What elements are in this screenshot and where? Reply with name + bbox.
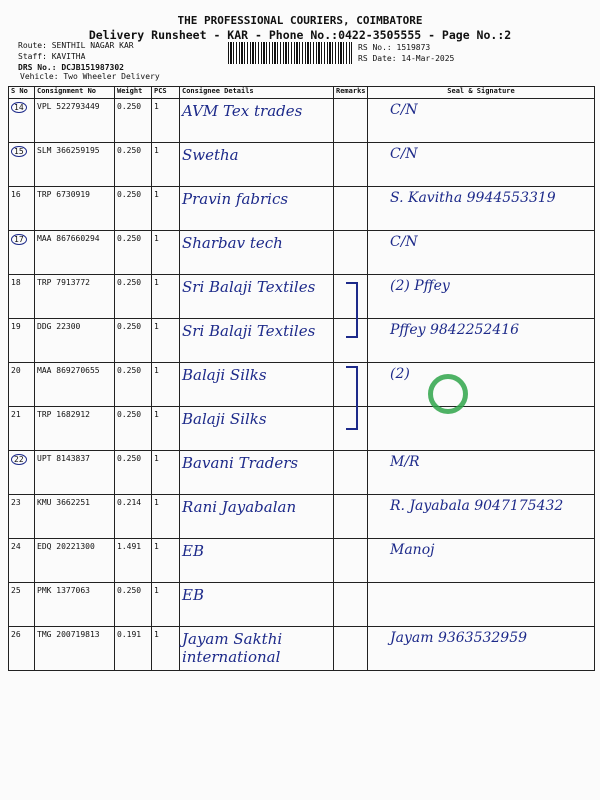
table-row <box>9 495 595 539</box>
sno-text: 24 <box>11 542 21 551</box>
consignee-text: Sri Balaji Textiles <box>182 278 316 296</box>
signature-cell <box>368 275 595 319</box>
signature-text: M/R <box>390 454 420 470</box>
signature-cell <box>368 583 595 627</box>
table-row <box>9 319 595 363</box>
pcs-text: 1 <box>154 322 159 331</box>
weight-text: 0.250 <box>117 366 142 375</box>
sno-text: 17 <box>11 234 27 245</box>
sno-cell <box>9 495 35 539</box>
remarks-cell <box>334 143 368 187</box>
consignee-cell <box>180 187 334 231</box>
consignee-text: Jayam Sakthi international <box>182 630 283 666</box>
pcs-cell <box>152 143 180 187</box>
consignee-cell <box>180 99 334 143</box>
signature-cell <box>368 319 595 363</box>
pcs-cell <box>152 495 180 539</box>
weight-cell <box>115 319 152 363</box>
consignment-text: UPT 8143837 <box>37 454 90 463</box>
sno-cell <box>9 583 35 627</box>
consignment-cell <box>35 319 115 363</box>
consignment-text: KMU 3662251 <box>37 498 90 507</box>
pcs-text: 1 <box>154 234 159 243</box>
consignee-cell <box>180 539 334 583</box>
sno-text: 21 <box>11 410 21 419</box>
pcs-text: 1 <box>154 146 159 155</box>
consignment-text: TRP 1682912 <box>37 410 90 419</box>
table-row <box>9 539 595 583</box>
pcs-cell <box>152 407 180 451</box>
pcs-text: 1 <box>154 190 159 199</box>
pcs-text: 1 <box>154 278 159 287</box>
sno-text: 25 <box>11 586 21 595</box>
consignee-text: Balaji Silks <box>182 366 267 384</box>
sno-cell <box>9 99 35 143</box>
consignee-cell <box>180 451 334 495</box>
company-stamp <box>428 374 468 414</box>
signature-cell <box>368 451 595 495</box>
table-header-row <box>9 87 595 99</box>
staff-text: Staff: KAVITHA <box>18 52 86 61</box>
weight-text: 0.250 <box>117 454 142 463</box>
table-row <box>9 231 595 275</box>
signature-text: Manoj <box>390 542 435 558</box>
consignee-text: Rani Jayabalan <box>182 498 297 516</box>
sno-text: 14 <box>11 102 27 113</box>
consignment-cell <box>35 99 115 143</box>
signature-text: Pffey 9842252416 <box>390 322 520 338</box>
bracket-mark <box>346 366 358 430</box>
weight-text: 0.250 <box>117 102 142 111</box>
consignment-text: SLM 366259195 <box>37 146 100 155</box>
weight-text: 0.214 <box>117 498 142 507</box>
signature-cell <box>368 495 595 539</box>
sno-text: 26 <box>11 630 21 639</box>
consignee-text: Bavani Traders <box>182 454 299 472</box>
consignee-text: Balaji Silks <box>182 410 267 428</box>
sno-cell <box>9 319 35 363</box>
consignee-cell <box>180 583 334 627</box>
consignee-text: Pravin fabrics <box>182 190 289 208</box>
signature-cell <box>368 231 595 275</box>
consignment-cell <box>35 407 115 451</box>
consignment-text: EDQ 20221300 <box>37 542 95 551</box>
weight-cell <box>115 495 152 539</box>
sno-cell <box>9 143 35 187</box>
weight-text: 0.250 <box>117 322 142 331</box>
consignment-cell <box>35 539 115 583</box>
remarks-cell <box>334 583 368 627</box>
weight-text: 0.250 <box>117 234 142 243</box>
sno-text: 23 <box>11 498 21 507</box>
pcs-cell <box>152 319 180 363</box>
rs-date-text: RS Date: 14-Mar-2025 <box>358 54 455 63</box>
table-row <box>9 363 595 407</box>
header-consignee: Consignee Details <box>180 87 334 99</box>
pcs-text: 1 <box>154 498 159 507</box>
consignment-text: MAA 869270655 <box>37 366 100 375</box>
signature-cell <box>368 363 595 407</box>
sno-cell <box>9 627 35 671</box>
table-row <box>9 451 595 495</box>
consignee-cell <box>180 627 334 671</box>
signature-cell <box>368 539 595 583</box>
table-row <box>9 275 595 319</box>
consignment-cell <box>35 275 115 319</box>
weight-cell <box>115 583 152 627</box>
pcs-text: 1 <box>154 366 159 375</box>
weight-text: 0.191 <box>117 630 142 639</box>
remarks-cell <box>334 99 368 143</box>
signature-text: (2) Pffey <box>390 278 450 294</box>
sno-text: 19 <box>11 322 21 331</box>
pcs-cell <box>152 627 180 671</box>
pcs-text: 1 <box>154 454 159 463</box>
consignment-cell <box>35 495 115 539</box>
consignee-text: EB <box>182 542 204 560</box>
company-title: THE PROFESSIONAL COURIERS, COIMBATORE <box>177 14 423 27</box>
runsheet-subtitle: Delivery Runsheet - KAR - Phone No.:0422-3505555 - Page No.:2 <box>88 28 512 42</box>
weight-text: 0.250 <box>117 410 142 419</box>
consignment-text: DDG 22300 <box>37 322 81 331</box>
barcode-image <box>228 42 352 64</box>
signature-cell <box>368 143 595 187</box>
weight-text: 0.250 <box>117 190 142 199</box>
meta-left <box>18 40 134 73</box>
pcs-cell <box>152 539 180 583</box>
consignee-text: Sri Balaji Textiles <box>182 322 316 340</box>
consignment-cell <box>35 451 115 495</box>
header-remarks: Remarks <box>334 87 368 99</box>
pcs-text: 1 <box>154 102 159 111</box>
consignment-cell <box>35 627 115 671</box>
signature-text: C/N <box>390 146 418 162</box>
consignment-cell <box>35 363 115 407</box>
weight-cell <box>115 627 152 671</box>
sno-text: 22 <box>11 454 27 465</box>
header-sno: S No <box>9 87 35 99</box>
sno-text: 15 <box>11 146 27 157</box>
weight-cell <box>115 363 152 407</box>
remarks-cell <box>334 451 368 495</box>
consignee-cell <box>180 143 334 187</box>
weight-text: 0.250 <box>117 146 142 155</box>
table-row <box>9 583 595 627</box>
consignee-cell <box>180 495 334 539</box>
sno-cell <box>9 231 35 275</box>
consignment-text: TRP 6730919 <box>37 190 90 199</box>
signature-cell <box>368 627 595 671</box>
consignment-text: VPL 522793449 <box>37 102 100 111</box>
weight-cell <box>115 539 152 583</box>
table-row <box>9 143 595 187</box>
consignee-text: Sharbav tech <box>182 234 283 252</box>
consignment-text: MAA 867660294 <box>37 234 100 243</box>
weight-cell <box>115 451 152 495</box>
consignee-text: Swetha <box>182 146 239 164</box>
weight-text: 0.250 <box>117 586 142 595</box>
remarks-cell <box>334 231 368 275</box>
consignment-cell <box>35 583 115 627</box>
signature-text: (2) <box>390 366 410 382</box>
signature-text: R. Jayabala 9047175432 <box>390 498 564 514</box>
header-consignment: Consignment No <box>35 87 115 99</box>
signature-text: S. Kavitha 9944553319 <box>390 190 556 206</box>
pcs-cell <box>152 363 180 407</box>
bracket-mark <box>346 282 358 338</box>
consignment-cell <box>35 231 115 275</box>
rs-no-text: RS No.: 1519873 <box>358 43 431 52</box>
remarks-cell <box>334 187 368 231</box>
signature-text: C/N <box>390 234 418 250</box>
consignee-cell <box>180 275 334 319</box>
consignment-text: TMG 200719813 <box>37 630 100 639</box>
consignee-cell <box>180 407 334 451</box>
consignee-cell <box>180 231 334 275</box>
drs-text: DRS No.: DCJB151987302 <box>18 63 124 72</box>
sno-cell <box>9 275 35 319</box>
pcs-cell <box>152 99 180 143</box>
table-row <box>9 407 595 451</box>
weight-cell <box>115 231 152 275</box>
table-row <box>9 187 595 231</box>
consignee-cell <box>180 363 334 407</box>
pcs-text: 1 <box>154 542 159 551</box>
sno-cell <box>9 363 35 407</box>
sno-cell <box>9 451 35 495</box>
signature-cell <box>368 99 595 143</box>
table-row <box>9 627 595 671</box>
header-weight: Weight <box>115 87 152 99</box>
remarks-cell <box>334 539 368 583</box>
sno-text: 20 <box>11 366 21 375</box>
signature-text: C/N <box>390 102 418 118</box>
pcs-text: 1 <box>154 630 159 639</box>
pcs-cell <box>152 583 180 627</box>
weight-cell <box>115 99 152 143</box>
weight-cell <box>115 275 152 319</box>
vehicle-text: Vehicle: Two Wheeler Delivery <box>20 72 160 81</box>
weight-cell <box>115 407 152 451</box>
remarks-cell <box>334 627 368 671</box>
pcs-cell <box>152 187 180 231</box>
signature-cell <box>368 187 595 231</box>
consignment-text: TRP 7913772 <box>37 278 90 287</box>
weight-cell <box>115 143 152 187</box>
weight-cell <box>115 187 152 231</box>
meta-right <box>358 42 454 64</box>
pcs-cell <box>152 451 180 495</box>
pcs-cell <box>152 231 180 275</box>
signature-cell <box>368 407 595 451</box>
consignment-text: PMK 1377063 <box>37 586 90 595</box>
pcs-cell <box>152 275 180 319</box>
signature-text: Jayam 9363532959 <box>390 630 528 646</box>
route-text: Route: SENTHIL NAGAR KAR <box>18 41 134 50</box>
consignment-cell <box>35 143 115 187</box>
header-pcs: PCS <box>152 87 180 99</box>
consignee-cell <box>180 319 334 363</box>
consignment-cell <box>35 187 115 231</box>
sno-cell <box>9 407 35 451</box>
sno-text: 18 <box>11 278 21 287</box>
sno-cell <box>9 187 35 231</box>
header-signature: Seal & Signature <box>368 87 595 99</box>
consignee-text: AVM Tex trades <box>182 102 303 120</box>
pcs-text: 1 <box>154 410 159 419</box>
weight-text: 1.491 <box>117 542 142 551</box>
sno-text: 16 <box>11 190 21 199</box>
runsheet-table <box>8 86 595 671</box>
consignee-text: EB <box>182 586 204 604</box>
sno-cell <box>9 539 35 583</box>
pcs-text: 1 <box>154 586 159 595</box>
remarks-cell <box>334 495 368 539</box>
weight-text: 0.250 <box>117 278 142 287</box>
table-row <box>9 99 595 143</box>
